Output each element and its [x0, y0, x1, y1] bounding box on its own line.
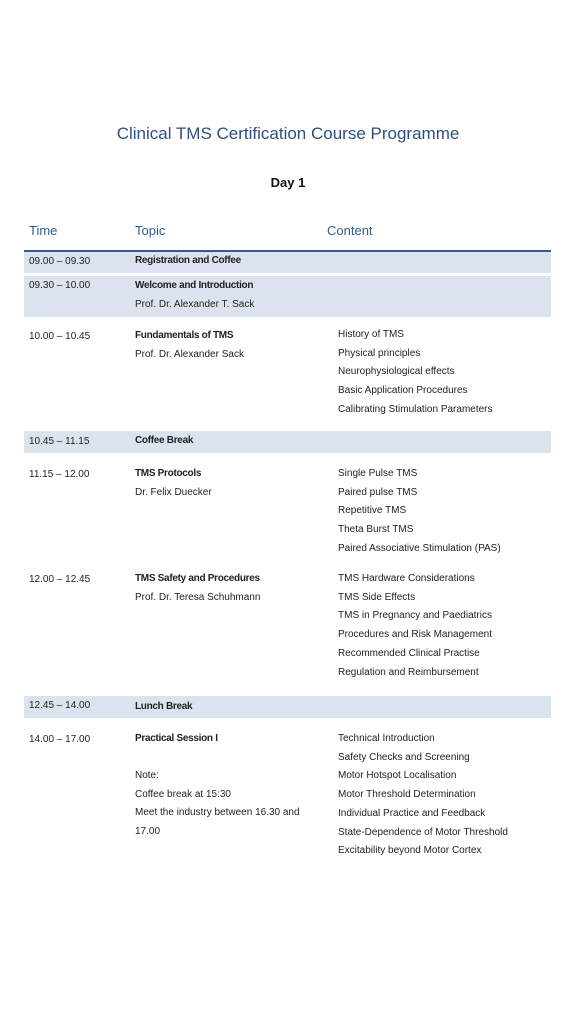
content-item: Motor Hotspot Localisation: [338, 770, 457, 782]
row-topic-title: Practical Session I: [135, 733, 218, 744]
schedule-row: [24, 276, 551, 317]
content-item: TMS Side Effects: [338, 591, 416, 603]
content-item: Motor Threshold Determination: [338, 789, 476, 801]
row-time: 14.00 – 17.00: [29, 734, 91, 745]
content-item: Calibrating Stimulation Parameters: [338, 403, 493, 415]
content-item: Paired pulse TMS: [338, 486, 418, 498]
content-item: Procedures and Risk Management: [338, 629, 492, 641]
content-item: Paired Associative Stimulation (PAS): [338, 542, 501, 554]
schedule-row: [24, 730, 551, 865]
content-item: State-Dependence of Motor Threshold: [338, 826, 508, 838]
content-item: Basic Application Procedures: [338, 385, 468, 397]
row-topic-title: Welcome and Introduction: [135, 280, 254, 291]
row-content-list: [338, 326, 548, 420]
row-time: 12.45 – 14.00: [29, 700, 91, 711]
row-content-list: [338, 570, 548, 682]
content-item: Theta Burst TMS: [338, 524, 414, 536]
row-topic-title: TMS Safety and Procedures: [135, 573, 260, 584]
content-item: Technical Introduction: [338, 733, 435, 744]
schedule-row: [24, 252, 551, 273]
day-heading: Day 1: [270, 175, 306, 190]
row-topic: [135, 432, 335, 451]
content-item: TMS Hardware Considerations: [338, 573, 475, 584]
content-item: Repetitive TMS: [338, 505, 407, 517]
column-header-content: Content: [327, 223, 373, 238]
content-item: Safety Checks and Screening: [338, 751, 470, 763]
schedule-row: [24, 696, 551, 718]
row-time: 10.00 – 10.45: [29, 331, 91, 342]
row-topic: [135, 730, 335, 842]
row-topic-title: Lunch Break: [135, 701, 193, 712]
content-item: Individual Practice and Feedback: [338, 807, 486, 819]
row-time: 11.15 – 12.00: [29, 469, 90, 480]
content-item: Excitability beyond Motor Cortex: [338, 845, 482, 857]
row-topic-title: TMS Protocols: [135, 468, 202, 479]
schedule-row: [24, 326, 551, 426]
row-speaker: Prof. Dr. Alexander T. Sack: [135, 298, 255, 310]
row-topic: [135, 327, 335, 364]
row-note: Note:: [135, 770, 159, 782]
row-content-list: [338, 730, 548, 861]
row-time: 12.00 – 12.45: [29, 574, 91, 585]
row-speaker: Prof. Dr. Teresa Schuhmann: [135, 591, 261, 603]
content-item: TMS in Pregnancy and Paediatrics: [338, 610, 492, 622]
row-time: 09.00 – 09.30: [29, 256, 91, 267]
content-item: Single Pulse TMS: [338, 468, 418, 479]
column-header-topic: Topic: [135, 223, 166, 238]
content-item: Neurophysiological effects: [338, 366, 455, 378]
row-speaker: Prof. Dr. Alexander Sack: [135, 348, 244, 360]
row-time: 09.30 – 10.00: [29, 280, 91, 291]
row-spacer: [135, 749, 335, 768]
content-item: Physical principles: [338, 347, 421, 359]
column-header-time: Time: [29, 223, 58, 238]
content-item: History of TMS: [338, 329, 404, 340]
row-topic: [135, 570, 335, 607]
row-content-list: [338, 465, 548, 559]
row-topic: [135, 698, 335, 717]
content-item: Recommended Clinical Practise: [338, 647, 480, 659]
row-note: Meet the industry between 16.30 and: [135, 807, 300, 819]
content-item: Regulation and Reimbursement: [338, 666, 479, 678]
row-note: 17.00: [135, 825, 161, 837]
row-speaker: Dr. Felix Duecker: [135, 486, 212, 498]
document-title: Clinical TMS Certification Course Programme: [116, 124, 460, 143]
schedule-row: [24, 431, 551, 453]
row-topic: [135, 252, 335, 271]
row-note: Coffee break at 15:30: [135, 788, 231, 800]
row-topic-title: Registration and Coffee: [135, 255, 241, 266]
row-topic-title: Coffee Break: [135, 435, 194, 446]
schedule-row: [24, 570, 551, 685]
row-time: 10.45 – 11.15: [29, 436, 90, 447]
row-topic: [135, 465, 335, 502]
row-topic: [135, 277, 335, 314]
row-topic-title: Fundamentals of TMS: [135, 330, 234, 341]
schedule-row: [24, 464, 551, 564]
